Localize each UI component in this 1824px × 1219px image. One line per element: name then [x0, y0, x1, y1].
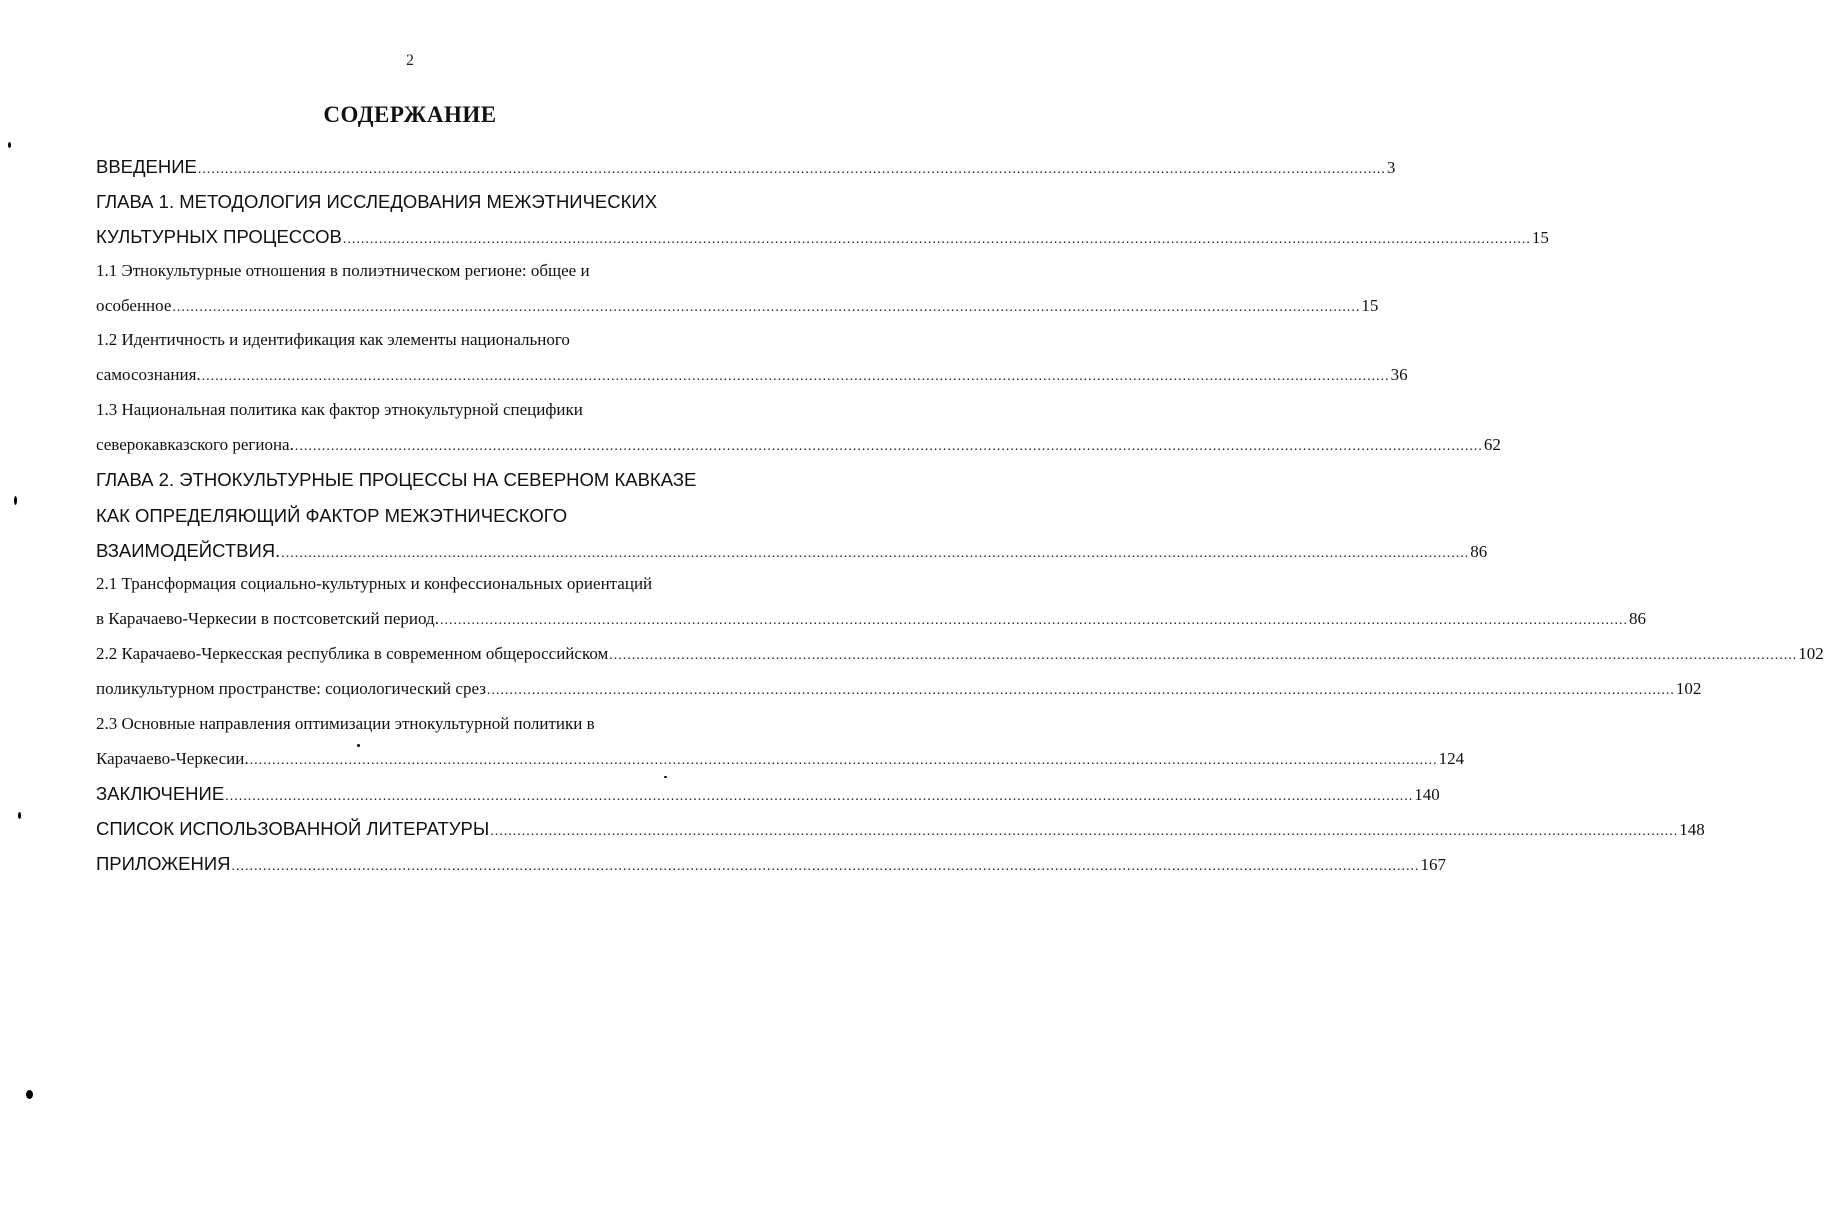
- toc-leader-dots: [487, 683, 1675, 698]
- toc-entry-conclusion[interactable]: [96, 783, 1440, 805]
- toc-entry-page: 140: [1414, 785, 1440, 804]
- scan-speck: [357, 744, 360, 747]
- toc-leader-dots: [440, 613, 1628, 628]
- toc-entry-introduction[interactable]: [96, 156, 1396, 178]
- toc-entry-text: ЗАКЛЮЧЕНИЕ: [96, 783, 225, 804]
- toc-entry-text: 1.3 Национальная политика как фактор этнокультурной специфики: [96, 400, 583, 419]
- toc-entry-section-2-1-cont[interactable]: [96, 609, 1646, 629]
- toc-entry-page: 124: [1438, 749, 1465, 768]
- toc-entry-chapter-2[interactable]: [96, 470, 724, 490]
- toc-leader-dots: [198, 162, 1386, 177]
- toc-entry-chapter-2-cont-2[interactable]: [96, 540, 1488, 562]
- toc-entry-text: КАК ОПРЕДЕЛЯЮЩИЙ ФАКТОР МЕЖЭТНИЧЕСКОГО: [96, 505, 568, 526]
- toc-leader-dots: [172, 300, 1360, 315]
- toc-entry-page: 102: [1798, 644, 1824, 663]
- toc-entry-page: 3: [1386, 158, 1396, 177]
- toc-entry-page: 102: [1675, 679, 1702, 698]
- toc-entry-section-1-3[interactable]: [96, 401, 724, 420]
- toc-leader-dots: [295, 439, 1483, 454]
- scan-speck: [14, 496, 17, 505]
- toc-entry-text: самосознания.: [96, 365, 201, 384]
- toc-entry-text: КУЛЬТУРНЫХ ПРОЦЕССОВ: [96, 226, 342, 247]
- toc-entry-section-2-1[interactable]: [96, 575, 724, 594]
- toc-entry-bibliography[interactable]: [96, 818, 1705, 840]
- toc-leader-dots: [202, 369, 1390, 384]
- toc-entry-chapter-1[interactable]: [96, 192, 724, 212]
- toc-entry-section-1-2-cont[interactable]: [96, 365, 1408, 385]
- toc-entry-page: 15: [1361, 296, 1379, 315]
- toc-entry-text: 2.3 Основные направления оптимизации этнокультурной политики в: [96, 714, 595, 733]
- page-title: СОДЕРЖАНИЕ: [323, 102, 497, 127]
- toc-entry-page: 86: [1628, 609, 1646, 628]
- toc-leader-dots: [250, 753, 1438, 768]
- toc-entry-section-2-2[interactable]: [96, 644, 1824, 664]
- toc-entry-section-2-3[interactable]: [96, 715, 724, 734]
- toc-entry-page: 86: [1470, 542, 1488, 561]
- toc-entry-page: 167: [1420, 855, 1446, 874]
- toc-leader-dots: [609, 648, 1797, 663]
- scan-speck: [8, 142, 11, 148]
- toc-entry-text: ВЗАИМОДЕЙСТВИЯ.: [96, 540, 281, 561]
- toc-entry-text: особенное: [96, 296, 172, 315]
- toc-entry-section-1-2[interactable]: [96, 331, 724, 350]
- toc-leader-dots: [490, 824, 1678, 839]
- toc-entry-text: СПИСОК ИСПОЛЬЗОВАННОЙ ЛИТЕРАТУРЫ: [96, 818, 490, 839]
- toc-entry-text: в Карачаево-Черкесии в постсоветский период.: [96, 609, 439, 628]
- toc-entry-text: ГЛАВА 2. ЭТНОКУЛЬТУРНЫЕ ПРОЦЕССЫ НА СЕВЕРНОМ КАВКАЗЕ: [96, 469, 697, 490]
- toc-entry-text: 2.2 Карачаево-Черкесская республика в современном общероссийском: [96, 644, 609, 663]
- toc-leader-dots: [232, 859, 1420, 874]
- toc-entry-text: ВВЕДЕНИЕ: [96, 156, 197, 177]
- toc-entry-text: поликультурном пространстве: социологический срез: [96, 679, 486, 698]
- toc-entry-text: ПРИЛОЖЕНИЯ: [96, 853, 231, 874]
- scan-speck: [664, 776, 667, 778]
- toc-entry-text: Карачаево-Черкесии.: [96, 749, 249, 768]
- toc-entry-page: 36: [1390, 365, 1408, 384]
- toc-leader-dots: [225, 789, 1413, 804]
- toc-entry-page: 15: [1531, 228, 1549, 247]
- toc-entry-text: 2.1 Трансформация социально-культурных и конфессиональных ориентаций: [96, 574, 653, 593]
- toc-entry-text: северокавказского региона.: [96, 435, 294, 454]
- scan-speck: [26, 1090, 33, 1099]
- toc-entry-text: 1.1 Этнокультурные отношения в полиэтническом регионе: общее и: [96, 261, 590, 280]
- toc-entry-section-1-1-cont[interactable]: [96, 296, 1379, 316]
- toc-entry-chapter-2-cont[interactable]: [96, 506, 724, 526]
- toc-leader-dots: [343, 232, 1531, 247]
- toc-entry-text: 1.2 Идентичность и идентификация как элементы национального: [96, 330, 570, 349]
- toc-entry-page: 62: [1483, 435, 1501, 454]
- toc-entry-chapter-1-cont[interactable]: [96, 226, 1549, 248]
- toc-entry-section-1-3-cont[interactable]: [96, 435, 1501, 455]
- scan-speck: [18, 812, 21, 819]
- toc-entry-page: 148: [1679, 820, 1705, 839]
- toc-entry-section-2-2-cont[interactable]: [96, 679, 1702, 699]
- toc-entry-section-1-1[interactable]: [96, 262, 724, 281]
- page-number: 2: [406, 52, 414, 69]
- toc-leader-dots: [281, 546, 1469, 561]
- toc-entry-appendices[interactable]: [96, 853, 1446, 875]
- toc-entry-text: ГЛАВА 1. МЕТОДОЛОГИЯ ИССЛЕДОВАНИЯ МЕЖЭТНИЧЕСКИХ: [96, 191, 658, 212]
- toc-entry-section-2-3-cont[interactable]: [96, 749, 1465, 769]
